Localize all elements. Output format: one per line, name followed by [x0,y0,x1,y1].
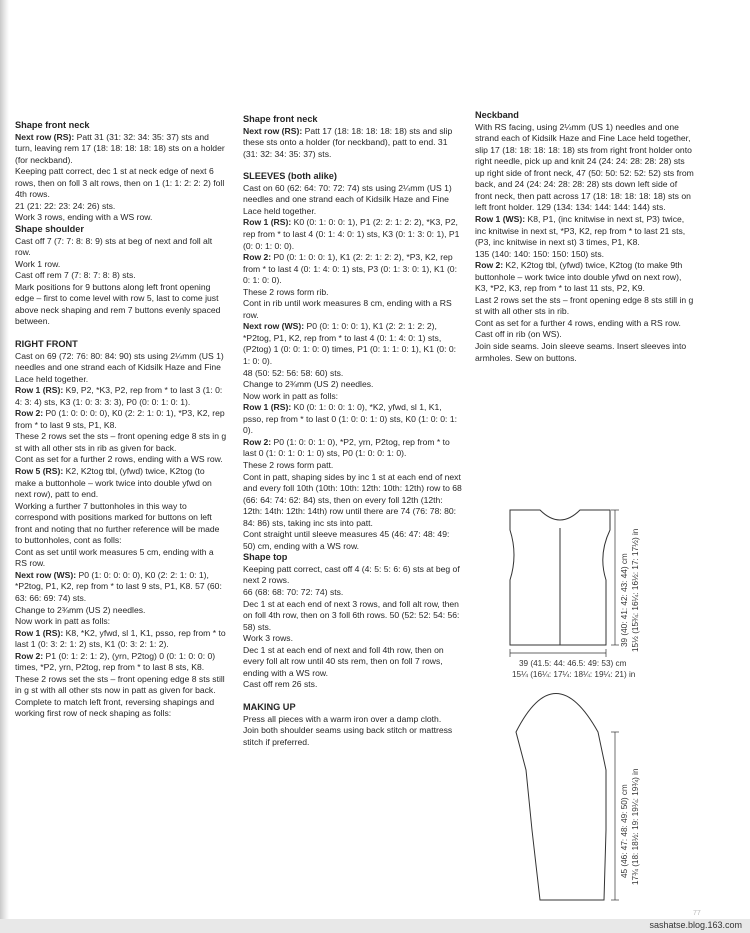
instruction-text: K2, K2tog tbl, (yfwd) twice, K2tog (to make a buttonhole – work twice into double yfwd on next row), patt to end. [15,466,212,500]
instruction-paragraph [15,466,227,501]
instruction-text: Working a further 7 buttonholes in this way to correspond with positions marked for buttons on left front and noting that no further reference will be made to buttonholes, cont as folls: [15,500,220,546]
section-heading: Shape front neck [243,114,318,124]
instruction-text: Work 1 row. [15,258,61,269]
row-label: Row 1 (RS): [243,402,292,413]
instruction-paragraph [15,501,227,547]
instruction-paragraph [243,437,463,460]
row-label: Next row (WS): [15,569,77,580]
instruction-text: Cont straight until sleeve measures 45 (46: 47: 48: 49: 50) cm, ending with a WS row. [243,529,450,551]
row-label: Row 2: [475,260,504,271]
instruction-paragraph [15,132,227,167]
instruction-text: With RS facing, using 2¼mm (US 1) needles and one strand each of Kidsilk Haze and Fine Lace held together, slip 17 (18: 18: 18: 18: 18) sts from right front holder onto right needle, pick up and knit 24 (24: 24: 28: 28: 28) sts up right side of front neck, 47 (50: 50: 52: 52: 52) sts from back, and 24 (24: 24: 28: 28: 28) sts down left side of front neck, then patt across 17 (18: 18: 18: 18: 18) sts on left front holder. 129 (134: 134: 144: 144: 144) sts. [475,121,694,213]
instruction-paragraph [15,270,227,282]
section-gap [243,691,463,702]
instruction-paragraph [15,605,227,617]
instruction-paragraph [243,633,463,645]
row-label: Row 1 (RS): [243,217,292,228]
instruction-text: Join both shoulder seams using back stitch or mattress stitch if preferred. [243,725,453,747]
instruction-paragraph [15,628,227,651]
instruction-text: Work 3 rows. [243,633,293,644]
row-label: Row 2: [243,436,272,447]
instruction-text: Cont as set for a further 2 rows, ending with a WS row. [15,454,223,465]
instruction-paragraph [475,249,695,261]
instruction-paragraph [243,252,463,287]
row-label: Row 2: [243,252,272,263]
instruction-paragraph [15,282,227,328]
instruction-paragraph [243,564,463,587]
instruction-text: Dec 1 st at each end of next 3 rows, and foll alt row, then on foll 4th row, then on 3 foll 6th rows. 50 (52: 52: 54: 56: 58) sts. [243,598,460,632]
sleeve-schematic [516,694,606,901]
instruction-paragraph [475,122,695,214]
instruction-paragraph [475,318,695,330]
instruction-paragraph [243,368,463,380]
instruction-text: Now work in patt as folls: [243,390,339,401]
instruction-paragraph [15,454,227,466]
instruction-text: Keeping patt correct, dec 1 st at neck edge of next 6 rows, then on foll 3 alt rows, then on 1 (1: 1: 2: 2: 2) foll 4th rows. [15,166,225,200]
sleeve-length-in: 17¾ (18: 18½: 19: 19¼: 19¾) in [631,768,640,885]
instruction-text: K9, P2, *K3, P2, rep from * to last 3 (1: 0: 4: 3: 4) sts, K3 (1: 0: 3: 3: 3), P0 (0: 0: 1: 0: 1). [15,385,223,407]
instruction-paragraph [243,529,463,552]
instruction-text: K0 (0: 1: 0: 0: 1), P1 (2: 2: 1: 2: 2), *K3, P2, rep from * to last 4 (0: 1: 4: 0: 1) sts, K3 (0: 1: 3: 0: 1), P1 (0: 0: 1: 0: 0). [243,217,460,251]
instruction-paragraph [15,236,227,259]
page-number: 77 [693,910,701,917]
instruction-text: Cast on 69 (72: 76: 80: 84: 90) sts using 2¼mm (US 1) needles and one strand each of Kidsilk Haze and Fine Lace held together. [15,350,224,384]
section-gap [243,160,463,171]
row-label: Row 1 (RS): [15,385,64,396]
instruction-paragraph [15,697,227,720]
instruction-paragraph [15,651,227,674]
footer-bar [0,919,750,933]
instruction-text: These 2 rows form rib. [243,286,329,297]
section-heading: Shape top [243,552,288,563]
instruction-paragraph [243,460,463,472]
instruction-paragraph [15,259,227,271]
instruction-paragraph [243,599,463,634]
instruction-paragraph [243,321,463,367]
section-heading: Neckband [475,110,519,120]
instruction-text: P1 (0: 1: 2: 1: 2), (yrn, P2tog) 0 (0: 1: 0: 0: 0) times, *P2, yrn, P2tog, rep from * to last 8 sts, K8. [15,650,216,673]
instruction-paragraph [243,183,463,218]
instruction-paragraph [15,408,227,431]
instruction-text: 135 (140: 140: 150: 150: 150) sts. [475,248,604,259]
instruction-text: K8, *K2, yfwd, sl 1, K1, psso, rep from * to last 1 (0: 3: 2: 1: 2) sts, K1 (0: 3: 2: 1: 2). [15,627,226,650]
instruction-text: Cast off rem 26 sts. [243,679,318,690]
instruction-text: K8, P1, (inc knitwise in next st, P3) twice, inc knitwise in next st, *P3, K2, rep from * to last 21 sts, (P3, inc knitwise in next st) 3 times, P1, K8. [475,213,686,248]
instruction-text: Cont as set until work measures 5 cm, ending with a RS row. [15,546,214,569]
instruction-paragraph [15,212,227,224]
instruction-text: Cast off 7 (7: 7: 8: 8: 9) sts at beg of next and foll alt row. [15,235,213,258]
instruction-text: Change to 2¾mm (US 2) needles. [243,379,374,390]
instruction-paragraph [475,329,695,341]
instruction-text: Work 3 rows, ending with a WS row. [15,212,153,223]
instruction-text: Last 2 rows set the sts – front opening edge 8 sts still in g st with all other sts in rib. [475,294,694,317]
instruction-text: Cont as set for a further 4 rows, ending with a RS row. [475,317,681,328]
instruction-paragraph [243,217,463,252]
row-label: Row 1 (WS): [475,213,526,224]
instruction-text: P0 (1: 0: 0: 0: 0), K0 (2: 2: 1: 0: 1), *P2tog, P1, K2, rep from * to last 9 sts, P1, K8. 57 (60: 63: 66: 69: 74) sts. [15,569,222,604]
instruction-text: Press all pieces with a warm iron over a damp cloth. [243,713,442,724]
instruction-paragraph [15,351,227,386]
sleeve-length-cm: 45 (46: 47: 48: 49: 50) cm [620,784,629,878]
instruction-text: Cont in patt, shaping sides by inc 1 st at each end of next and every foll 10th (10th: 10th: 12th: 10th: 12th) row to 68 (66: 64: 74: 62: 84) sts, then on every foll 12th (12th: 12th: 14th: 12th: 14th) row until there are 74 (76: 78: 80: 84: 86) sts, taking inc sts into patt. [243,471,462,528]
book-spine-shadow [0,0,9,933]
column-middle [243,114,463,748]
instruction-paragraph [243,126,463,161]
schematic-diagram [470,500,670,910]
instruction-text: Patt 31 (31: 32: 34: 35: 37) sts and turn, leaving rem 17 (18: 18: 18: 18: 18) sts on a holder (for neckband). [15,131,225,165]
instruction-text: P0 (1: 0: 0: 0: 0), K0 (2: 2: 1: 0: 1), *P3, K2, rep from * to last 9 sts, P1, K8. [15,408,225,430]
instruction-paragraph [243,391,463,403]
instruction-paragraph [243,379,463,391]
instruction-paragraph [243,402,463,437]
section-heading: Shape front neck [15,120,90,130]
instruction-text: K0 (0: 1: 0: 0: 1: 0), *K2, yfwd, sl 1, K1, psso, rep from * to last 0 (1: 0: 0: 1: 0) sts, K0 (1: 0: 0: 1: 0). [243,402,457,436]
body-width-cm: 39 (41.5: 44: 46.5: 49: 53) cm [519,659,627,668]
row-label: Next row (RS): [243,125,303,136]
instruction-paragraph [15,547,227,570]
section-heading: RIGHT FRONT [15,338,78,349]
instruction-paragraph [243,725,463,748]
instruction-paragraph [243,298,463,321]
instruction-paragraph [15,201,227,213]
instruction-text: P0 (0: 1: 0: 0: 1), K1 (2: 2: 1: 2: 2), *P3, K2, rep from * to last 4 (0: 1: 4: 0: 1) sts, P3 (0: 1: 3: 0: 1), K1 (0: 0: 1: 0: 0). [243,252,457,286]
instruction-paragraph [243,714,463,726]
instruction-paragraph [15,166,227,201]
instruction-text: Mark positions for 9 buttons along left front opening edge – first to come level with row 5, last to come just above neck shaping and rem 7 buttons evenly spaced between. [15,281,221,327]
instruction-text: Cast off rem 7 (7: 8: 7: 8: 8) sts. [15,270,136,281]
instruction-text: Cont in rib until work measures 8 cm, ending with a RS row. [243,298,452,320]
column-right [475,110,695,364]
body-width-in: 15¼ (16¼: 17¼: 18¼: 19¼: 21) in [512,670,636,679]
section-gap [15,328,227,339]
instruction-text: These 2 rows form patt. [243,459,334,470]
instruction-text: Now work in patt as folls: [15,616,111,627]
instruction-paragraph [475,214,695,249]
instruction-text: Cast on 60 (62: 64: 70: 72: 74) sts using 2¼mm (US 1) needles and one strand each of Kidsilk Haze and Fine Lace held together. [243,182,452,216]
row-label: Next row (RS): [15,131,75,142]
row-label: Row 5 (RS): [15,466,64,476]
body-height-cm: 39 (40: 41: 42: 43: 44) cm [620,553,629,647]
row-label: Row 2: [15,408,44,419]
instruction-text: Join side seams. Join sleeve seams. Insert sleeves into armholes. Sew on buttons. [475,340,687,363]
row-label: Row 2: [15,650,44,661]
instruction-text: P0 (1: 0: 0: 1: 0), *P2, yrn, P2tog, rep from * to last 0 (1: 0: 1: 0: 1: 0) sts, P0 (1: 0: 0: 1: 0). [243,436,450,459]
section-heading: MAKING UP [243,701,296,712]
section-heading: Shape shoulder [15,223,84,234]
instruction-text: Dec 1 st at each end of next and foll 4th row, then on every foll alt row until 40 sts rem, then on foll 7 rows, ending with a WS row. [243,644,444,678]
instruction-text: 21 (21: 22: 23: 24: 26) sts. [15,200,116,211]
instruction-text: These 2 rows set the sts – front opening edge 8 sts in g st with all other sts in rib as given for back. [15,431,227,453]
instruction-text: Complete to match left front, reversing shapings and working first row of neck shaping as folls: [15,696,215,719]
instruction-text: Cast off in rib (on WS). [475,329,562,340]
instruction-text: Change to 2¾mm (US 2) needles. [15,604,146,615]
column-left [15,120,227,720]
instruction-paragraph [243,645,463,680]
footer-watermark: sashatse.blog.163.com [649,920,742,930]
instruction-paragraph [15,616,227,628]
instruction-paragraph [243,587,463,599]
instruction-text: P0 (0: 1: 0: 0: 1), K1 (2: 2: 1: 2: 2), *P2tog, P1, K2, rep from * to last 4 (0: 1: 4: 0: 1) sts, (P2tog) 1 (0: 0: 1: 0: 0) times, P1 (0: 1: 1: 0: 1), K1 (0: 0: 1: 0: 0). [243,321,457,367]
instruction-paragraph [243,679,463,691]
instruction-paragraph [15,674,227,697]
row-label: Row 1 (RS): [15,627,64,638]
body-height-in: 15½ (15¾: 16¼: 16½: 17: 17½) in [631,528,640,652]
instruction-paragraph [475,341,695,364]
instruction-paragraph [243,287,463,299]
instruction-text: Keeping patt correct, cast off 4 (4: 5: 5: 6: 6) sts at beg of next 2 rows. [243,563,460,586]
section-heading: SLEEVES (both alike) [243,171,337,182]
instruction-paragraph [475,260,695,295]
instruction-text: These 2 rows set the sts – front opening edge 8 sts still in g st with all other sts now in patt as given for back. [15,673,225,696]
instruction-paragraph [15,570,227,605]
instruction-paragraph [243,472,463,530]
instruction-paragraph [15,431,227,454]
instruction-text: 48 (50: 52: 56: 58: 60) sts. [243,367,344,378]
instruction-paragraph [475,295,695,318]
instruction-paragraph [15,385,227,408]
instruction-text: Patt 17 (18: 18: 18: 18: 18) sts and slip these sts onto a holder (for neckband), patt to end. 31 (31: 32: 34: 35: 37) sts. [243,125,453,159]
instruction-text: K2, K2tog tbl, (yfwd) twice, K2tog (to make 9th buttonhole – work twice into double yfwd on next row), K3, *P2, K3, rep from * to last 11 sts, P2, K9. [475,260,683,294]
row-label: Next row (WS): [243,321,305,332]
instruction-text: 66 (68: 68: 70: 72: 74) sts. [243,587,344,598]
